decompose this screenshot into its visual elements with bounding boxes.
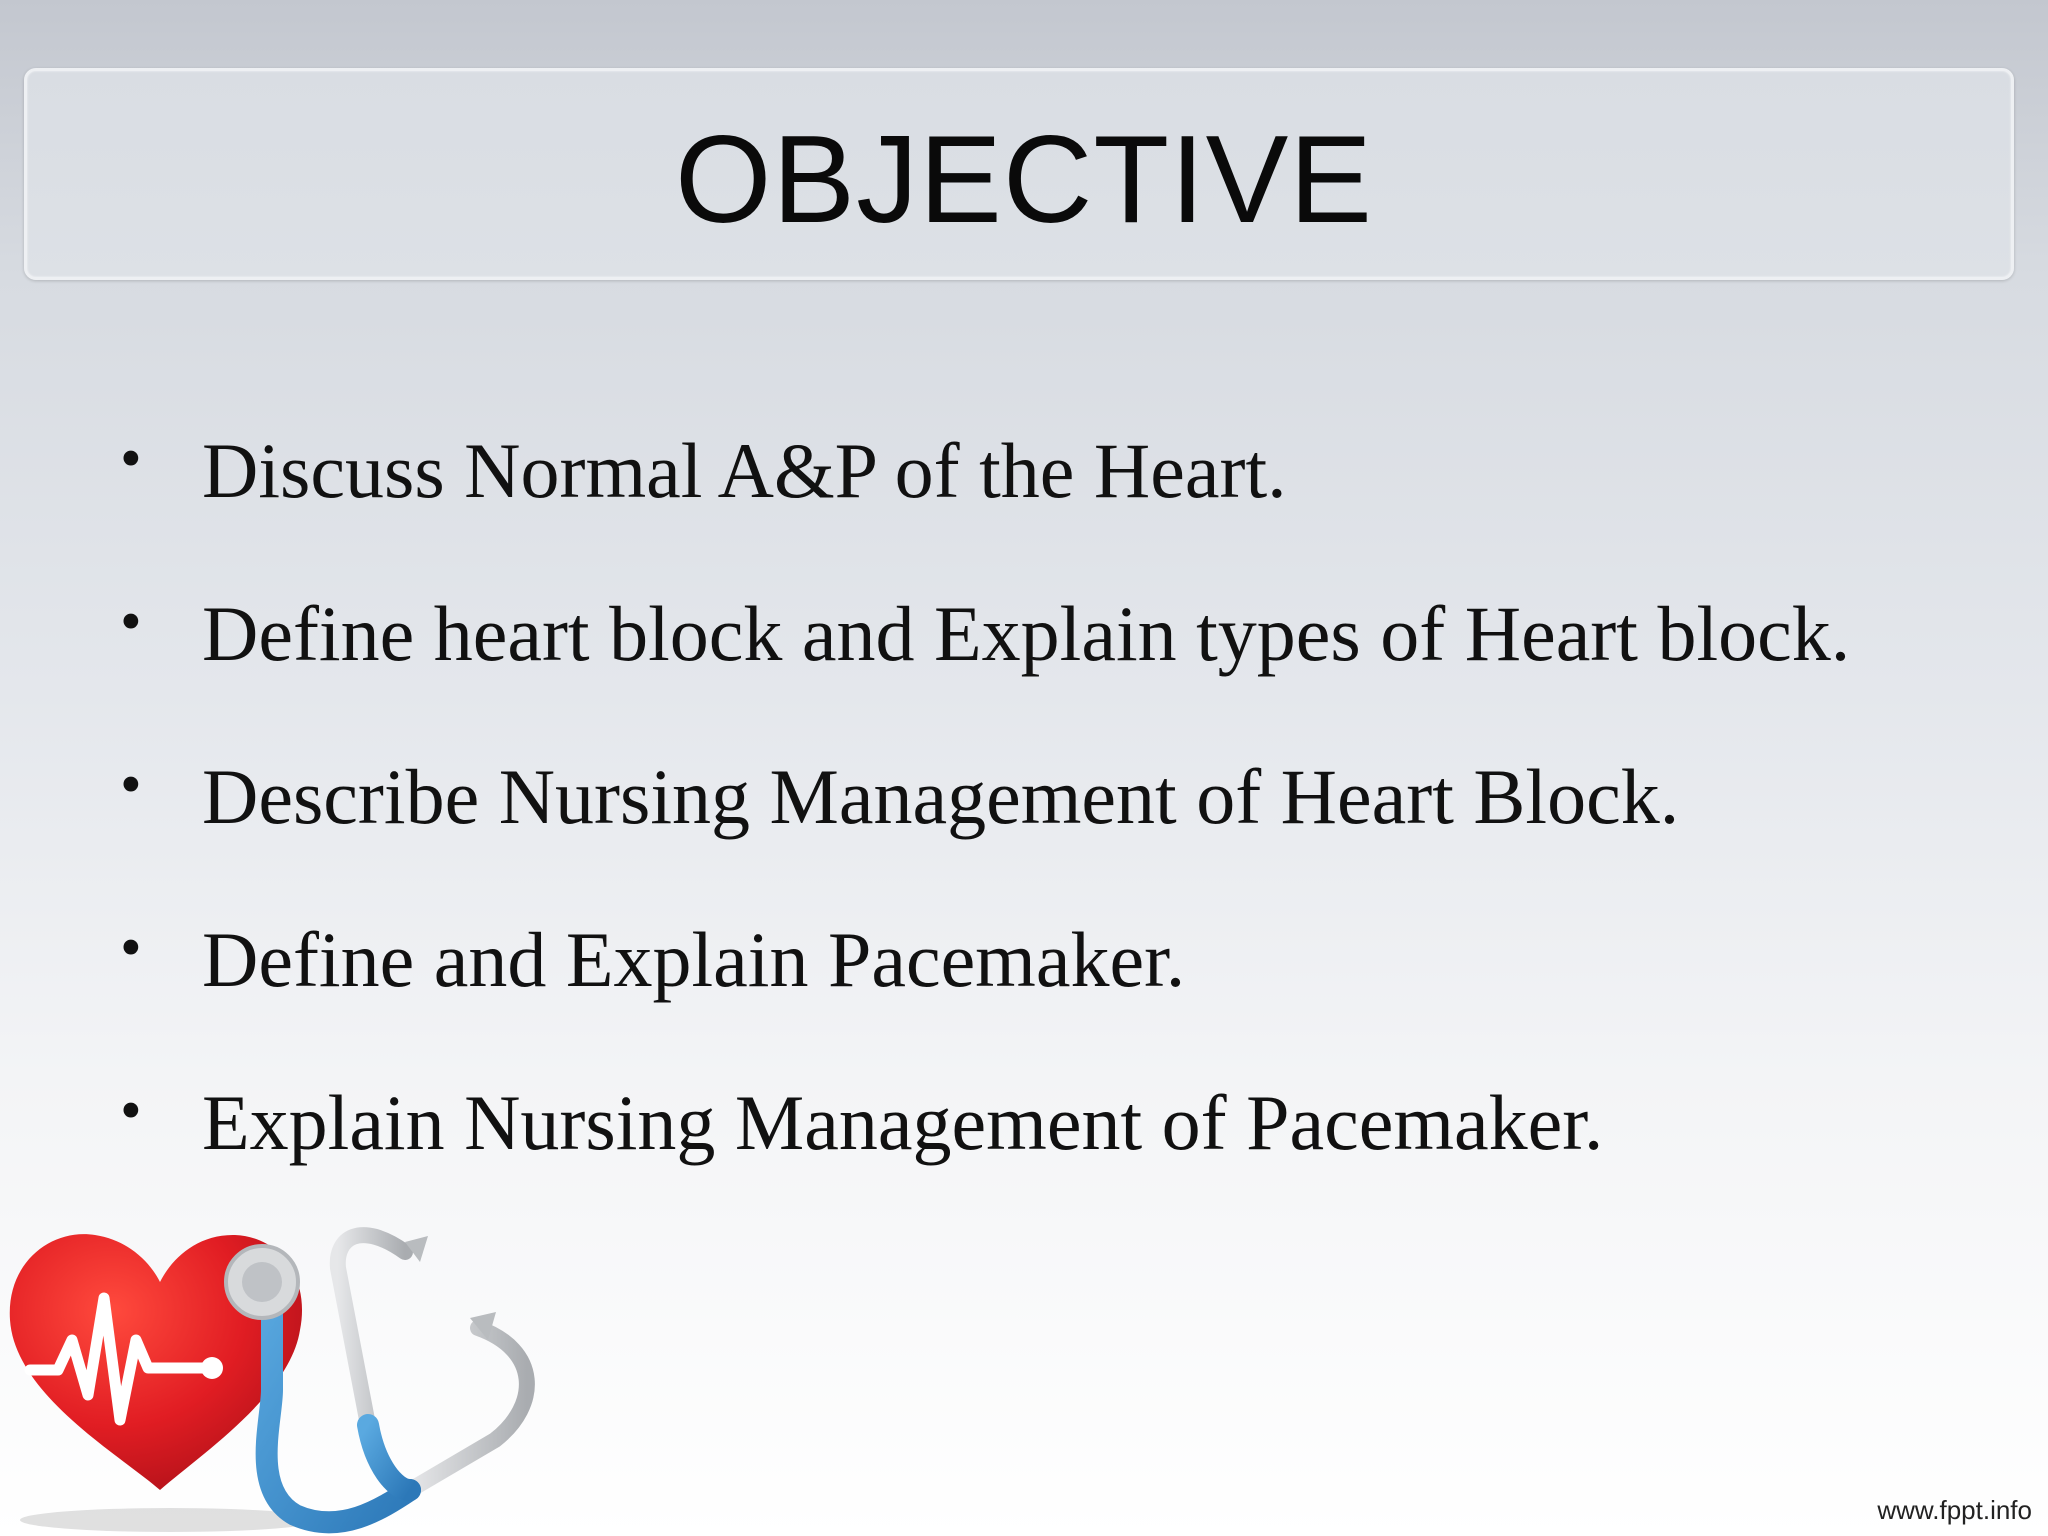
list-item-text: Define heart block and Explain types of Heart block. (202, 590, 1851, 677)
list-item-text: Describe Nursing Management of Heart Block. (202, 753, 1680, 840)
stethoscope-icon (226, 1235, 527, 1522)
footer-url: www.fppt.info (1877, 1495, 2032, 1525)
bullet-icon: • (120, 588, 142, 656)
bullet-icon: • (120, 914, 142, 982)
list-item-text: Define and Explain Pacemaker. (202, 916, 1186, 1003)
slide-title: OBJECTIVE (674, 111, 1374, 249)
bullet-icon: • (120, 425, 142, 493)
list-item-text: Explain Nursing Management of Pacemaker. (202, 1079, 1604, 1166)
bullet-icon: • (120, 1077, 142, 1145)
list-item-text: Discuss Normal A&P of the Heart. (202, 427, 1287, 514)
heart-stethoscope-illustration (0, 1190, 560, 1536)
bullet-icon: • (120, 751, 142, 819)
